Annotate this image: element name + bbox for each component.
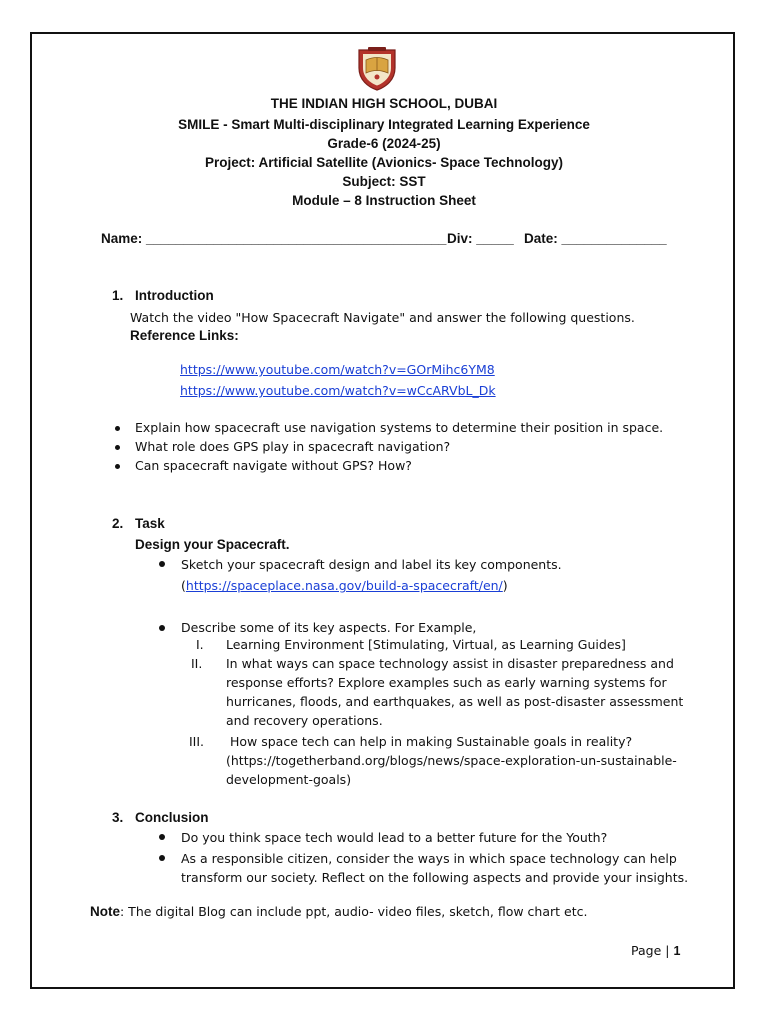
section-number: 1.	[112, 288, 124, 303]
section-title-conclusion: Conclusion	[135, 810, 209, 825]
paren-open: (	[181, 578, 186, 593]
conclusion-item: Do you think space tech would lead to a better future for the Youth?	[181, 830, 608, 845]
bullet-icon	[159, 855, 165, 861]
reference-links-label: Reference Links:	[130, 328, 239, 343]
note-line	[90, 904, 587, 919]
bullet-icon	[159, 561, 165, 567]
project-line: Project: Artificial Satellite (Avionics- Space Technology)	[204, 155, 564, 170]
task-subtitle: Design your Spacecraft.	[135, 537, 290, 552]
bullet-icon	[159, 834, 165, 840]
aspect-text: (https://togetherband.org/blogs/news/space-exploration-un-sustainable-	[226, 753, 677, 768]
nasa-link[interactable]: https://spaceplace.nasa.gov/build-a-spacecraft/en/	[185, 578, 503, 593]
school-name: THE INDIAN HIGH SCHOOL, DUBAI	[270, 96, 498, 111]
intro-text: Watch the video "How Spacecraft Navigate" and answer the following questions.	[130, 310, 635, 325]
aspect-number: I.	[196, 637, 204, 652]
sketch-instruction: Sketch your spacecraft design and label its key components.	[181, 557, 562, 572]
school-crest-logo	[354, 46, 400, 92]
page-label: Page	[631, 943, 662, 958]
aspect-number: II.	[191, 656, 203, 671]
aspect-text: development-goals)	[226, 772, 352, 787]
conclusion-item: As a responsible citizen, consider the ways in which space technology can help	[181, 851, 677, 866]
page-footer	[631, 943, 680, 958]
section-title-introduction: Introduction	[135, 288, 214, 303]
aspect-text: How space tech can help in making Sustainable goals in reality?	[226, 734, 633, 749]
aspect-text: and recovery operations.	[226, 713, 383, 728]
question-item: Can spacecraft navigate without GPS? How?	[135, 458, 412, 473]
section-number: 3.	[112, 810, 124, 825]
reference-link[interactable]: https://www.youtube.com/watch?v=wCcARVbL_Dk	[180, 383, 496, 398]
bullet-icon	[159, 625, 165, 631]
note-text: : The digital Blog can include ppt, audio- video files, sketch, flow chart etc.	[120, 904, 588, 919]
aspect-text: Learning Environment [Stimulating, Virtual, as Learning Guides]	[226, 637, 626, 652]
section-title-task: Task	[135, 516, 165, 531]
question-item: Explain how spacecraft use navigation systems to determine their position in space.	[135, 420, 664, 435]
bullet-icon	[115, 445, 120, 450]
page-number: 1	[673, 944, 681, 958]
name-field[interactable]: Name: ________________________________________	[101, 231, 447, 246]
div-field[interactable]: Div: _____	[447, 231, 514, 246]
reference-link[interactable]: https://www.youtube.com/watch?v=GOrMihc6YM8	[180, 362, 495, 377]
subject-line: Subject: SST	[342, 174, 426, 189]
page-separator: |	[665, 943, 670, 958]
module-title: Module – 8 Instruction Sheet	[292, 193, 476, 208]
section-number: 2.	[112, 516, 124, 531]
aspect-number: III.	[189, 734, 205, 749]
bullet-icon	[115, 426, 120, 431]
bullet-icon	[115, 464, 120, 469]
describe-instruction: Describe some of its key aspects. For Example,	[181, 620, 477, 635]
grade-line: Grade-6 (2024-25)	[327, 136, 441, 151]
sketch-link-line	[181, 578, 508, 593]
aspect-text: hurricanes, floods, and earthquakes, as well as post-disaster assessment	[226, 694, 684, 709]
aspect-text: In what ways can space technology assist in disaster preparedness and	[226, 656, 674, 671]
paren-close: )	[502, 578, 508, 593]
date-field[interactable]: Date: ______________	[524, 231, 667, 246]
conclusion-item: transform our society. Reflect on the following aspects and provide your insights.	[181, 870, 689, 885]
aspect-text: response efforts? Explore examples such as early warning systems for	[226, 675, 667, 690]
program-title: SMILE - Smart Multi-disciplinary Integrated Learning Experience	[178, 117, 590, 132]
note-label: Note	[90, 904, 120, 919]
question-item: What role does GPS play in spacecraft navigation?	[135, 439, 451, 454]
